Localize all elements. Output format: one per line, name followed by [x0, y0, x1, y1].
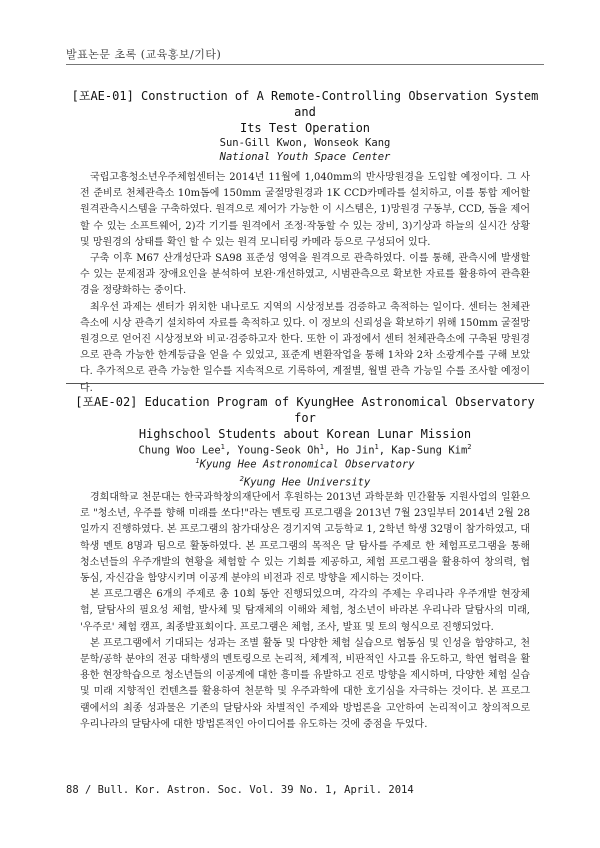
- abstract-2-affiliations: [66, 454, 544, 489]
- abstract-1-body: [80, 170, 530, 397]
- affil-mark: 1: [374, 443, 379, 451]
- abstract-2-title-line-2: Highschool Students about Korean Lunar Mission: [138, 427, 472, 441]
- abstract-1-paragraph-3: 최우선 과제는 센터가 위치한 내나로도 지역의 시상정보를 검증하고 축적하는 일이다. 센터는 천체관측소에 시상 관측기 설치하여 자료를 축적하고 있다. 이 정보의 신뢰성을 확보하기 위해 150mm 굴절망원경으로 얻어진 시상정보와 비교·검증하고자 한다. 또한 이 과정에서 센터 천체관측소에 구축된 망원경으로 관측 가능한 한계등급을 얻을 수 있었고, 표준계 변환작업을 통해 1차와 2차 소광계수를 구해 보았다. 추가적으로 관측 가능한 일수를 지속적으로 기록하여, 계절별, 월별 관측 가능일 수를 조사할 예정이다.: [80, 301, 530, 394]
- abstract-2-title: [66, 394, 544, 442]
- abstract-1-affiliation: National Youth Space Center: [219, 151, 391, 163]
- abstract-1-title-line-2: Its Test Operation: [239, 121, 371, 135]
- abstract-2-paragraph-3: 본 프로그램에서 기대되는 성과는 조별 활동 및 다양한 체험 실습으로 협동심 및 인성을 함양하고, 천문학/공학 분야의 전공 대학생의 멘토링으로 논리적, 체계적, 비판적인 사고를 유도하고, 학연 협력을 활용한 현장학습으로 청소년들의 이공계에 대한 흥미를 유발하고 진로 방향을 제시하며, 다양한 체험 실습 및 미래 지향적인 컨텐츠를 활용하여 천문학 및 우주과학에 대한 호기심을 자극하는 것이다. 본 프로그램에서의 최종 성과물은 기존의 달탐사와 차별적인 주제와 방법론을 고안하여 논리적이고 창의적으로 우리나라의 달탐사에 대한 방법론적인 아이디어를 유도하는 것에 중점을 두었다.: [80, 637, 530, 730]
- author-name: Young-Seok Oh: [237, 444, 320, 457]
- abstract-1-title-line-1: [포AE-01] Construction of A Remote-Controlling Observation System and: [71, 89, 539, 119]
- abstract-2-author-list: Chung Woo Lee$^1$, Young-Seok Oh$^1$, Ho Jin$^1$, Kap-Sung Kim$^2$: [138, 443, 472, 457]
- affil-mark: 1: [195, 457, 200, 465]
- abstract-1-paragraph-2: 구축 이후 M67 산개성단과 SA98 표준성 영역을 원격으로 관측하였다. 이를 통해, 관측시에 발생할 수 있는 문제점과 장애요인을 분석하여 보완·개선하였고, 시범관측으로 확보한 자료를 활용하여 관측환경을 정량화하는 중이다.: [80, 253, 530, 297]
- abstract-2-body: [80, 490, 530, 733]
- affil-mark: 2: [467, 443, 472, 451]
- abstract-1-paragraph-1: 국립고흥청소년우주체험센터는 2014년 11월에 1,040mm의 반사망원경을 도입할 예정이다. 그 사전 준비로 천체관측소 10m돔에 150mm 굴절망원경과 1K CCD카메라를 설치하고, 이를 통합 제어할 원격관측시스템을 구축하였다. 원격으로 제어가 가능한 이 시스템은, 1)망원경 구동부, CCD, 돔을 제어할 수 있는 소프트웨어, 2)각 기기를 원격에서 조정·작동할 수 있는 장비, 3)기상과 하늘의 실시간 상황 및 망원경의 상태를 확인 할 수 있는 원격 모니터링 카메라 등으로 구성되어 있다.: [80, 172, 530, 248]
- running-header: 발표논문 초록 (교육홍보/기타): [66, 48, 222, 61]
- abstract-2-paragraph-2: 본 프로그램은 6개의 주제로 총 10회 동안 진행되었으며, 각각의 주제는 우리나라 우주개발 현장체험, 달탐사의 필요성 체험, 발사체 및 탐재체의 이해와 체험, 청소년이 바라본 우리나라 달탐사의 미래, '우주로' 체험 캠프, 최종발표회이다. 프로그램은 체험, 조사, 발표 및 토의 형식으로 진행되었다.: [80, 589, 530, 633]
- abstract-1-title: [66, 88, 544, 136]
- affiliation-name: Kyung Hee University: [243, 476, 371, 488]
- affiliation-2: [66, 472, 544, 490]
- affil-mark: 1: [319, 443, 324, 451]
- author-name: Ho Jin: [336, 444, 375, 457]
- affiliation-name: Kyung Hee Astronomical Observatory: [199, 458, 415, 471]
- abstract-1-authors: Sun-Gill Kwon, Wonseok Kang: [219, 137, 391, 149]
- author-name: Kap-Sung Kim: [391, 444, 468, 457]
- abstract-2-paragraph-1: 경희대학교 천문대는 한국과학창의재단에서 후원하는 2013년 과학문화 민간활동 지원사업의 일환으로 "청소년, 우주를 향해 미래를 쏘다!"라는 멘토링 프로그램을 2013년 7월 23일부터 2014년 2월 28일까지 진행하였다. 본 프로그램의 참가대상은 경기지역 고등학교 1, 2학년 학생 32명이 참가하였고, 대학생 멘토 8명과 팀으로 활동하였다. 본 프로그램의 목적은 달 탐사를 주제로 한 체험프로그램을 통해 청소년들의 우주개발의 현황을 체험할 수 있는 기회를 제공하고, 체험 프로그램을 활용하여 창의력, 협동심, 자신감을 함양시키며 이공계 분야의 비전과 진로 방향을 제시하는 것이다.: [80, 492, 530, 585]
- abstract-2-title-line-1: [포AE-02] Education Program of KyungHee Astronomical Observatory for: [75, 395, 535, 425]
- page-footer: 88 / Bull. Kor. Astron. Soc. Vol. 39 No. 1, April. 2014: [66, 784, 414, 796]
- affil-mark: 2: [239, 474, 244, 483]
- header-rule: [66, 64, 544, 65]
- affiliation-1: [66, 454, 544, 472]
- affil-mark: 1: [220, 443, 225, 451]
- author-name: Chung Woo Lee: [138, 444, 221, 457]
- abstract-separator: [66, 383, 544, 384]
